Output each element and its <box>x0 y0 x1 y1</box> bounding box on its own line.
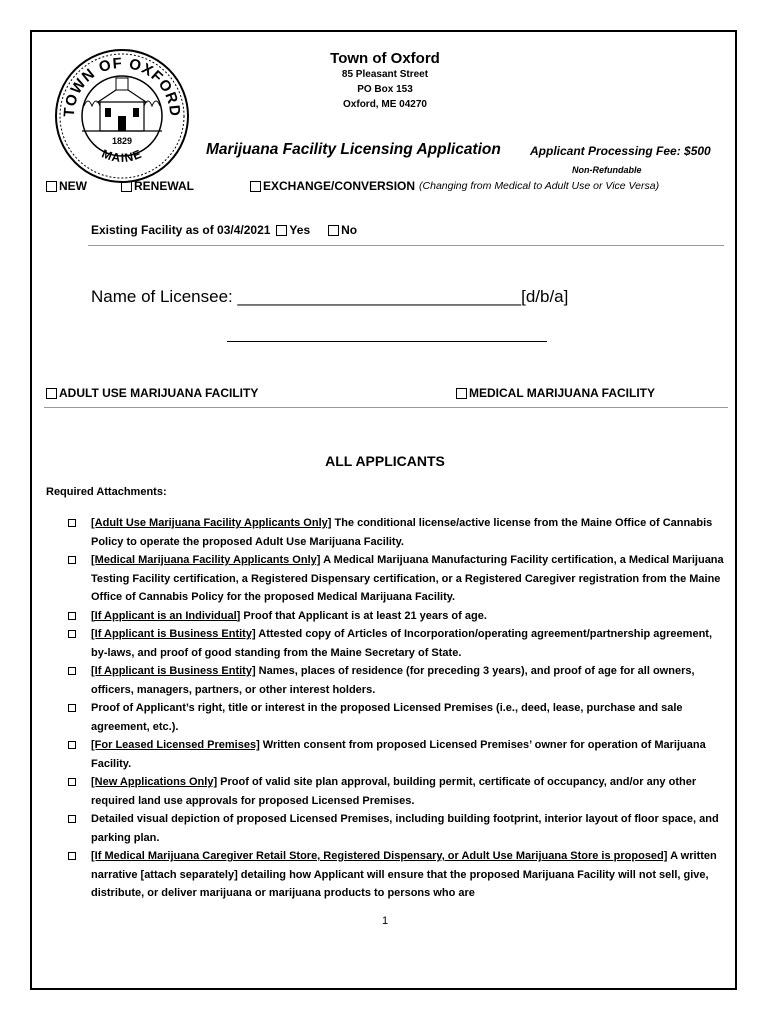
required-attachments-label: Required Attachments: <box>46 486 167 498</box>
existing-facility-row <box>91 223 357 237</box>
attachment-checkbox[interactable] <box>68 852 76 860</box>
attachment-checkbox[interactable] <box>68 741 76 749</box>
attachment-condition: [If Applicant is Business Entity] <box>91 665 256 677</box>
attachment-item <box>64 607 724 626</box>
attachment-checkbox[interactable] <box>68 612 76 620</box>
existing-no-label: No <box>341 223 358 237</box>
attachments-list <box>64 514 724 903</box>
attachment-item <box>64 514 724 551</box>
attachment-checkbox[interactable] <box>68 630 76 638</box>
adult-use-checkbox[interactable] <box>46 388 57 399</box>
attachment-item <box>64 551 724 607</box>
existing-yes-label: Yes <box>289 223 311 237</box>
attachment-condition: [If Medical Marijuana Caregiver Retail Store, Registered Dispensary, or Adult Use Marijuana Store is proposed] <box>91 850 668 862</box>
attachment-item <box>64 625 724 662</box>
divider <box>88 245 724 246</box>
option-new[interactable] <box>46 179 87 193</box>
svg-text:1829: 1829 <box>111 136 133 146</box>
section-title: ALL APPLICANTS <box>325 453 445 469</box>
attachment-text: A Medical Marijuana Manufacturing Facility certification, a Medical Marijuana Testing Facility certification, a Registered Dispensary certification, or a Registered Caregiver registration from the Maine Office of Cannabis Policy for the proposed Medical Marijuana Facility. <box>91 554 724 603</box>
exchange-note: (Changing from Medical to Adult Use or Vice Versa) <box>419 180 660 192</box>
attachment-condition: [If Applicant is Business Entity] <box>91 628 256 640</box>
street-address: 85 Pleasant Street <box>341 69 429 80</box>
attachment-text: Proof of Applicant’s right, title or interest in the proposed Licensed Premises (i.e., deed, lease, purchase and sale agreement, etc.). <box>91 702 683 733</box>
option-adult-use[interactable] <box>46 386 258 400</box>
existing-facility-label: Existing Facility as of 03/4/2021 <box>91 223 271 237</box>
attachment-item <box>64 699 724 736</box>
option-renewal-label: RENEWAL <box>134 179 194 193</box>
adult-use-label: ADULT USE MARIJUANA FACILITY <box>59 386 259 400</box>
attachment-text: The conditional license/active license from the Maine Office of Cannabis Policy to operate the proposed Adult Use Marijuana Facility. <box>91 517 713 548</box>
licensee-line-2[interactable] <box>227 341 547 342</box>
attachment-item <box>64 847 724 903</box>
exchange-checkbox[interactable] <box>250 181 261 192</box>
processing-fee: Applicant Processing Fee: $500 <box>530 144 711 158</box>
application-title: Marijuana Facility Licensing Application <box>206 141 501 158</box>
town-name: Town of Oxford <box>330 50 440 67</box>
divider <box>44 407 728 408</box>
town-header <box>270 50 500 112</box>
svg-text:TOWN OF OXFORD: TOWN OF OXFORD <box>60 54 184 118</box>
option-medical[interactable] <box>456 386 655 400</box>
svg-text:MAINE: MAINE <box>99 146 145 166</box>
attachment-condition: [New Applications Only] <box>91 776 218 788</box>
existing-no-checkbox[interactable] <box>328 225 339 236</box>
attachment-condition: [Adult Use Marijuana Facility Applicants Only] <box>91 517 332 529</box>
attachment-condition: [For Leased Licensed Premises] <box>91 739 260 751</box>
existing-yes-checkbox[interactable] <box>276 225 287 236</box>
fee-note: Non-Refundable <box>572 165 642 175</box>
attachment-checkbox[interactable] <box>68 815 76 823</box>
option-exchange[interactable] <box>250 179 659 193</box>
attachment-checkbox[interactable] <box>68 778 76 786</box>
option-renewal[interactable] <box>121 179 194 193</box>
attachment-text: Attested copy of Articles of Incorporation/operating agreement/partnership agreement, by-laws, and proof of good standing from the Maine Secretary of State. <box>91 628 713 659</box>
page-number: 1 <box>381 915 389 927</box>
po-box: PO Box 153 <box>357 84 413 95</box>
attachment-text: Proof that Applicant is at least 21 years of age. <box>240 609 487 622</box>
option-new-label: NEW <box>59 179 87 193</box>
attachment-item <box>64 662 724 699</box>
attachment-item <box>64 736 724 773</box>
town-seal-icon <box>52 46 192 186</box>
attachment-checkbox[interactable] <box>68 704 76 712</box>
medical-label: MEDICAL MARIJUANA FACILITY <box>469 386 655 400</box>
attachment-checkbox[interactable] <box>68 556 76 564</box>
city-state-zip: Oxford, ME 04270 <box>343 99 427 110</box>
attachment-checkbox[interactable] <box>68 667 76 675</box>
licensee-name-field[interactable]: Name of Licensee: ______________________________[d/b/a] <box>91 287 569 306</box>
option-exchange-label: EXCHANGE/CONVERSION <box>263 179 416 193</box>
attachment-condition: [Medical Marijuana Facility Applicants Only] <box>91 554 321 566</box>
attachment-text: Detailed visual depiction of proposed Licensed Premises, including building footprint, interior layout of floor space, and parking plan. <box>91 813 719 844</box>
medical-checkbox[interactable] <box>456 388 467 399</box>
attachment-text: A written narrative [attach separately] detailing how Applicant will ensure that the proposed Marijuana Facility will not sell, give, distribute, or deliver marijuana or marijuana products to persons who are <box>91 850 717 899</box>
new-checkbox[interactable] <box>46 181 57 192</box>
renewal-checkbox[interactable] <box>121 181 132 192</box>
attachment-item <box>64 773 724 810</box>
attachment-checkbox[interactable] <box>68 519 76 527</box>
attachment-item <box>64 810 724 847</box>
attachment-text: Proof of valid site plan approval, building permit, certificate of occupancy, and/or any other required land use approvals for proposed Licensed Premises. <box>91 776 697 807</box>
attachment-text: Names, places of residence (for preceding 3 years), and proof of age for all owners, officers, managers, partners, or other interest holders. <box>91 665 695 696</box>
attachment-condition: [If Applicant is an Individual] <box>91 609 241 622</box>
attachment-text: Written consent from proposed Licensed Premises’ owner for operation of Marijuana Facility. <box>91 739 706 770</box>
